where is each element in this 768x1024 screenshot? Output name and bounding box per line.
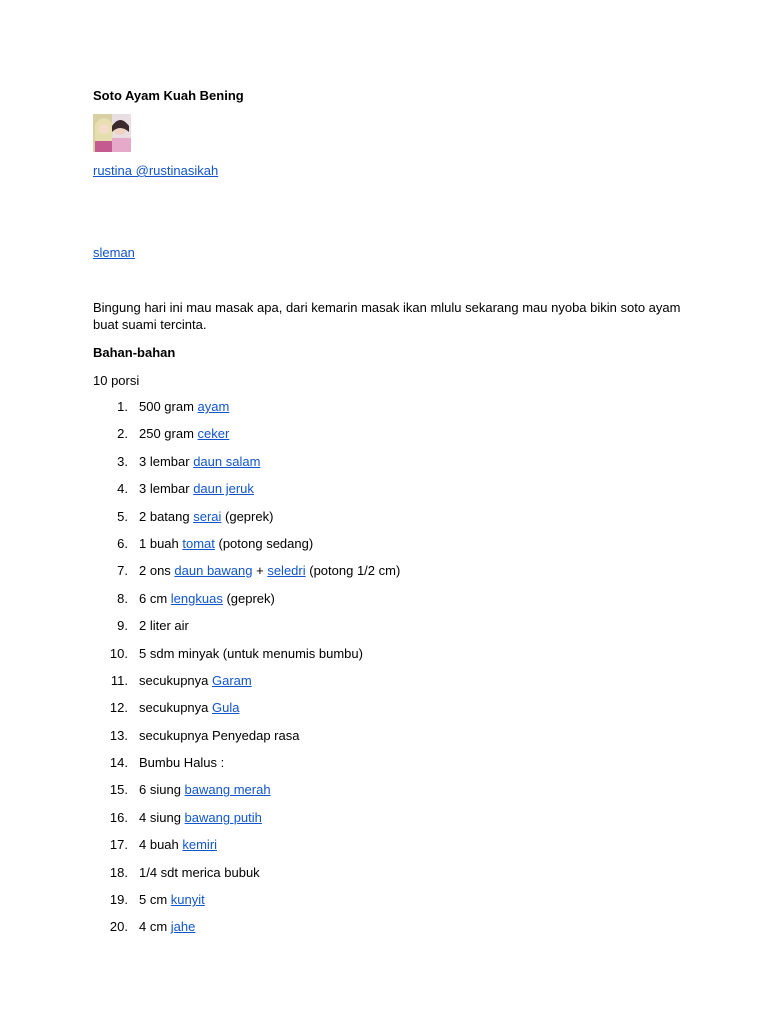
ingredient-number: 13. xyxy=(109,727,128,743)
ingredient-quantity: secukupnya xyxy=(139,672,212,688)
ingredient-text xyxy=(139,809,262,826)
ingredient-item xyxy=(93,918,693,945)
ingredient-item xyxy=(93,727,693,754)
ingredient-text xyxy=(139,617,189,634)
ingredient-separator: + xyxy=(252,563,268,579)
author-link[interactable]: rustina @rustinasikah xyxy=(93,163,219,178)
ingredient-note: (geprek) xyxy=(221,508,274,524)
ingredient-link[interactable]: Garam xyxy=(212,672,252,688)
ingredient-quantity: Bumbu Halus : xyxy=(139,755,225,771)
ingredient-quantity: 5 sdm minyak (untuk menumis bumbu) xyxy=(139,645,363,661)
ingredient-link[interactable]: lengkuas xyxy=(170,590,223,606)
ingredient-quantity: 1 buah xyxy=(139,535,183,551)
ingredient-item xyxy=(93,699,693,726)
ingredient-note: (geprek) xyxy=(222,590,275,606)
ingredient-quantity: 3 lembar xyxy=(139,481,194,497)
ingredient-number: 1. xyxy=(117,399,128,414)
ingredient-link[interactable]: kunyit xyxy=(170,892,205,908)
ingredients-heading: Bahan-bahan xyxy=(93,345,176,360)
ingredient-item xyxy=(93,645,693,672)
recipe-description: Bingung hari ini mau masak apa, dari kemarin masak ikan mlulu sekarang mau nyoba bikin soto ayam buat suami tercinta. xyxy=(93,300,681,332)
ingredient-item xyxy=(93,453,693,480)
ingredient-item xyxy=(93,590,693,617)
ingredient-text xyxy=(139,425,229,442)
ingredient-quantity: secukupnya xyxy=(139,700,212,716)
ingredient-text xyxy=(139,727,299,744)
ingredient-text xyxy=(139,781,271,798)
ingredient-link[interactable]: bawang merah xyxy=(184,782,271,798)
ingredient-number: 10. xyxy=(109,645,128,661)
ingredient-link[interactable]: tomat xyxy=(182,535,215,551)
ingredient-text xyxy=(139,918,195,935)
avatar-photo-icon xyxy=(93,114,131,152)
ingredient-text xyxy=(139,398,229,415)
ingredient-note: (potong 1/2 cm) xyxy=(305,563,401,579)
ingredient-link[interactable]: bawang putih xyxy=(184,809,262,825)
ingredient-text xyxy=(139,754,224,771)
ingredient-item xyxy=(93,864,693,891)
ingredient-number: 20. xyxy=(109,919,128,935)
ingredient-item xyxy=(93,398,693,425)
ingredient-quantity: 3 lembar xyxy=(139,453,194,469)
ingredient-text xyxy=(139,562,400,579)
ingredient-text xyxy=(139,864,260,881)
ingredient-quantity: secukupnya Penyedap rasa xyxy=(139,727,300,743)
ingredient-number: 15. xyxy=(109,782,128,798)
ingredient-quantity: 4 buah xyxy=(139,837,183,853)
ingredient-quantity: 250 gram xyxy=(139,426,198,442)
ingredient-quantity: 2 liter air xyxy=(139,618,189,634)
ingredient-text xyxy=(139,480,254,497)
ingredient-item xyxy=(93,535,693,562)
ingredient-number: 3. xyxy=(117,453,128,469)
ingredients-list xyxy=(93,398,693,946)
ingredient-number: 11. xyxy=(110,672,128,688)
ingredient-link[interactable]: seledri xyxy=(267,563,306,579)
ingredient-number: 14. xyxy=(109,755,128,771)
ingredient-item xyxy=(93,562,693,589)
ingredient-quantity: 4 cm xyxy=(139,919,171,935)
ingredient-link[interactable]: Gula xyxy=(212,700,240,716)
author-avatar[interactable] xyxy=(93,114,131,152)
ingredient-text xyxy=(139,891,205,908)
ingredient-text xyxy=(139,535,313,552)
ingredient-link[interactable]: daun bawang xyxy=(174,563,253,579)
ingredient-number: 2. xyxy=(117,426,128,442)
ingredient-quantity: 6 cm xyxy=(139,590,171,606)
ingredient-number: 17. xyxy=(109,837,128,853)
location-link[interactable]: sleman xyxy=(93,245,135,260)
ingredient-item xyxy=(93,836,693,863)
ingredient-link[interactable]: daun salam xyxy=(193,453,261,469)
ingredient-number: 9. xyxy=(117,618,128,634)
ingredient-item xyxy=(93,480,693,507)
ingredient-quantity: 500 gram xyxy=(139,399,198,414)
ingredient-link[interactable]: serai xyxy=(193,508,222,524)
ingredient-item xyxy=(93,809,693,836)
ingredient-note: (potong sedang) xyxy=(214,535,314,551)
ingredient-number: 12. xyxy=(109,700,128,716)
ingredient-text xyxy=(139,453,260,470)
ingredient-quantity: 4 siung xyxy=(139,809,185,825)
ingredient-quantity: 2 batang xyxy=(139,508,194,524)
ingredient-number: 18. xyxy=(109,864,128,880)
ingredient-text xyxy=(139,672,252,689)
ingredient-text xyxy=(139,645,363,662)
ingredient-number: 7. xyxy=(117,563,128,579)
ingredient-quantity: 2 ons xyxy=(139,563,175,579)
ingredient-link[interactable]: kemiri xyxy=(182,837,218,853)
portion-size: 10 porsi xyxy=(93,373,140,388)
ingredient-item xyxy=(93,781,693,808)
ingredient-number: 6. xyxy=(117,535,128,551)
ingredient-link[interactable]: ayam xyxy=(197,399,230,414)
ingredient-number: 4. xyxy=(117,481,128,497)
ingredient-link[interactable]: daun jeruk xyxy=(193,481,254,497)
ingredient-quantity: 5 cm xyxy=(139,892,171,908)
ingredient-link[interactable]: jahe xyxy=(170,919,196,935)
recipe-title: Soto Ayam Kuah Bening xyxy=(93,88,244,103)
ingredient-number: 19. xyxy=(109,892,128,908)
ingredient-link[interactable]: ceker xyxy=(197,426,230,442)
ingredient-text xyxy=(139,699,239,716)
ingredient-text xyxy=(139,590,275,607)
ingredient-quantity: 6 siung xyxy=(139,782,185,798)
ingredient-item xyxy=(93,672,693,699)
ingredient-number: 16. xyxy=(109,809,128,825)
ingredient-item xyxy=(93,891,693,918)
ingredient-text xyxy=(139,836,217,853)
ingredient-item xyxy=(93,508,693,535)
ingredient-item xyxy=(93,425,693,452)
ingredient-number: 5. xyxy=(117,508,128,524)
ingredient-item xyxy=(93,617,693,644)
ingredient-number: 8. xyxy=(117,590,128,606)
ingredient-item xyxy=(93,754,693,781)
ingredient-text xyxy=(139,508,273,525)
ingredient-quantity: 1/4 sdt merica bubuk xyxy=(139,864,260,880)
